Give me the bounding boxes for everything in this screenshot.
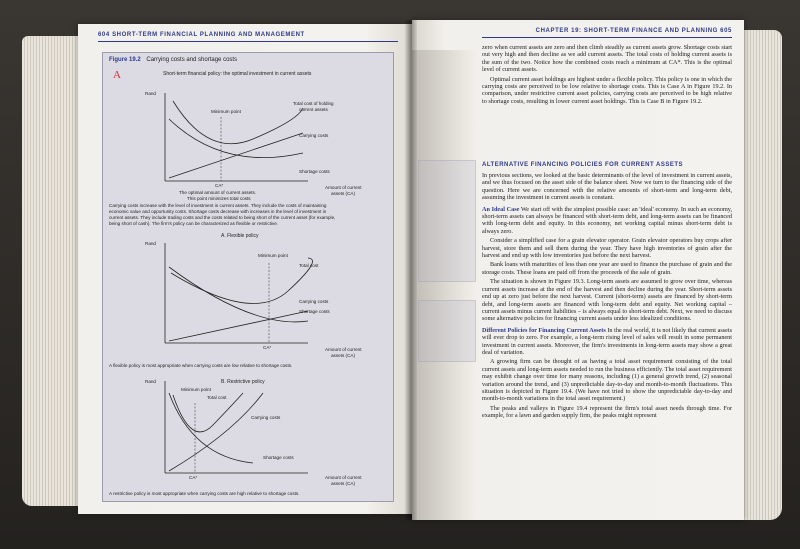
- panel-a-min-point: Minimum point: [211, 109, 241, 114]
- paragraph-3: In previous sections, we looked at the basic determinants of the level of investment in current assets, and we thus focused on the asset side of the balance sheet. Now we turn to the financing side of the question. Here we are concerned with the relative amounts of short-term and long-term debt, assuming the investment in current assets is constant.: [482, 172, 732, 202]
- panel-a-shortage: Shortage costs: [299, 169, 330, 174]
- right-text-block-2: [482, 172, 732, 422]
- panel-b-ca-star: CA*: [263, 345, 272, 350]
- figure-19-2: [102, 52, 394, 502]
- panel-b-y-label: Rand: [145, 241, 156, 246]
- left-running-head: 604 SHORT-TERM FINANCIAL PLANNING AND MANAGEMENT: [98, 32, 305, 38]
- paragraph-8: In the real world, it is not likely that current assets will ever drop to zero. For example, a long-term rising level of sales will result in some permanent investment in current assets. Moreover, the firm's investments in long-term assets may show a great deal of variation.: [482, 326, 733, 356]
- left-head-rule: [98, 41, 398, 42]
- panel-c-chart: [103, 53, 393, 501]
- ideal-case-heading: An Ideal Case: [482, 205, 520, 213]
- right-head-rule: [482, 37, 732, 38]
- paragraph-5: Consider a simplified case for a grain elevator operator. Grain elevator operators buy crops after harvest, store them and sell them during the year. They have high inventories of grain after the harvest and end up with low inventories just before the next harvest.: [482, 237, 732, 260]
- section-heading: ALTERNATIVE FINANCING POLICIES FOR CURRENT ASSETS: [482, 162, 684, 168]
- panel-c-shortage: Shortage costs: [263, 455, 294, 460]
- panel-a-caption-line-1: Carrying costs increase with the level of investment in current assets. They include the costs of maintaining: [109, 203, 327, 208]
- panel-c-min-point: Minimum point: [181, 387, 211, 392]
- panel-a-caption-line-4: being short of cash). The firm's policy can be characterized as flexible or restrictive.: [109, 221, 279, 226]
- paragraph-10: The peaks and valleys in Figure 19.4 represent the firm's total asset needs through time. For example, for a lawn and garden supply firm, the peaks might represent: [482, 404, 732, 420]
- left-page: [78, 24, 416, 514]
- panel-a-x-label-1: Amount of current: [325, 185, 362, 190]
- paragraph-6: Bank loans with maturities of less than one year are used to finance the purchase of grain and the storage costs. These loans are paid off from the proceeds of the sale of grain.: [482, 261, 732, 276]
- panel-a-caption-line-3: current assets. They include trading costs and the costs related to being short of the current asset (for example,: [109, 215, 336, 220]
- panel-b-min-point: Minimum point: [258, 253, 288, 258]
- panel-c-x-label-2: assets (CA): [331, 481, 355, 486]
- panel-c-caption: A restrictive policy is most appropriate when carrying costs are high relative to shortage costs.: [109, 491, 300, 496]
- panel-b-caption: A flexible policy is most appropriate when carrying costs are low relative to shortage costs.: [109, 363, 293, 368]
- paragraph-2: Optimal current asset holdings are highest under a flexible policy. This policy is one in which the carrying costs are perceived to be low relative to shortage costs. This is Case A in Figure 19.2. In comparison, under restrictive current asset policies, carrying costs are perceived to be high relative to shortage costs, resulting in lower current asset holdings. This is Case B in Figure 19.2.: [482, 75, 732, 105]
- show-through-box-1: [418, 160, 476, 282]
- panel-a-x-label-2: assets (CA): [331, 191, 355, 196]
- paragraph-9: A growing firm can be thought of as having a total asset requirement consisting of the total current assets and long-term assets needed to run the business efficiently. The total asset requirement may exhibit change over time for many reasons, including (1) a general growth trend, (2) seasonal variation around the trend, and (3) unpredictable day-to-day and month-to-month fluctuations. This situation is depicted in Figure 19.4. (We have not tried to show the unpredictable day-to-day and month-to-month variations in the total asset requirement.): [482, 358, 732, 403]
- show-through-box-2: [418, 300, 476, 362]
- paragraph-1: zero when current assets are zero and then climb steadily as current assets grow. Shortage costs start out very high and then decline as we add current assets. The total costs of holding current assets is the sum of the two. Notice how the combined costs reach a minimum at CA*. This is the optimal level of current assets.: [482, 44, 732, 74]
- right-page: [412, 20, 744, 520]
- panel-a-ca-star: CA*: [215, 183, 224, 188]
- panel-a-total-cost-2: current assets: [299, 107, 328, 112]
- panel-b-x-label-2: assets (CA): [331, 353, 355, 358]
- panel-a-y-label: Rand: [145, 91, 156, 96]
- panel-c-total-cost: Total cost: [207, 395, 227, 400]
- panel-b-x-label-1: Amount of current: [325, 347, 362, 352]
- panel-a-optimal-1: The optimal amount of current assets.: [179, 190, 257, 195]
- panel-a-carrying: Carrying costs: [299, 133, 329, 138]
- panel-b-carrying: Carrying costs: [299, 299, 329, 304]
- diff-policies-paragraph: [482, 327, 732, 357]
- paragraph-7: The situation is shown in Figure 19.3. Long-term assets are assumed to grow over time, whereas current assets increase at the end of the harvest and then decline during the year. Short-term assets end up at zero just before the next harvest. Current (short-term) assets are financed by short-term debt, and long-term assets are financed with long-term debt and equity. Net working capital – current assets minus current liabilities – is always equal to short-term debt. Next, we need to discuss some alternative policies for financing current assets under less idealized conditions.: [482, 278, 732, 323]
- panel-a-caption-line-2: economic value and opportunity costs. Shortage costs decrease with increases in the level of investment in: [109, 209, 327, 214]
- right-text-block-1: [482, 44, 732, 107]
- panel-c-carrying: Carrying costs: [251, 415, 281, 420]
- panel-a-heading: Short-term financial policy: the optimal investment in current assets: [163, 71, 312, 77]
- paragraph-4: We start off with the simplest possible case: an 'ideal' economy. In such an economy, short-term assets can always be financed with short-term debt, and long-term assets can be financed with long-term debt and equity. In this economy, net working capital minus short-term debt is always zero.: [482, 205, 732, 235]
- panel-b-shortage: Shortage costs: [299, 309, 330, 314]
- ideal-case-paragraph: [482, 206, 732, 236]
- panel-a-marker: A: [113, 69, 121, 81]
- panel-c-ca-star: CA*: [189, 475, 198, 480]
- figure-title-text: Carrying costs and shortage costs: [146, 57, 238, 63]
- figure-label: Figure 19.2: [109, 57, 141, 63]
- panel-c-x-label-1: Amount of current: [325, 475, 362, 480]
- panel-a-total-cost-1: Total cost of holding: [293, 101, 334, 106]
- panel-b-total-cost: Total cost: [299, 263, 319, 268]
- panel-b-heading: A. Flexible policy: [221, 233, 259, 239]
- panel-a-optimal-2: This point minimizes total costs: [187, 196, 251, 201]
- right-running-head: CHAPTER 19: SHORT-TERM FINANCE AND PLANNING 605: [535, 28, 732, 34]
- panel-c-heading: B. Restrictive policy: [221, 379, 265, 385]
- book-spine: [405, 20, 417, 520]
- panel-c-y-label: Rand: [145, 379, 156, 384]
- right-gutter-shade: [412, 50, 478, 520]
- diff-policies-heading: Different Policies for Financing Current Assets: [482, 326, 606, 334]
